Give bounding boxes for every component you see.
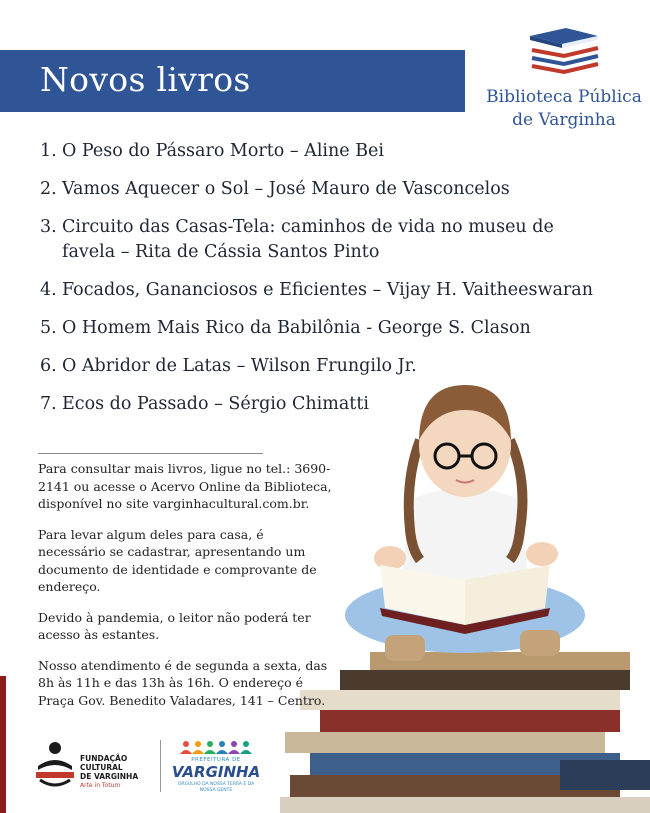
book-number: 7.	[40, 394, 57, 414]
library-logo-text	[478, 86, 650, 132]
info-divider	[38, 453, 263, 454]
list-item	[40, 316, 610, 341]
book-number: 1.	[40, 141, 57, 161]
info-text-block	[38, 460, 333, 722]
book-number: 5.	[40, 318, 57, 338]
book-number: 2.	[40, 179, 57, 199]
book-title: O Homem Mais Rico da Babilônia - George S. Clason	[62, 318, 531, 338]
library-logo-line2: de Varginha	[512, 110, 616, 130]
list-item	[40, 177, 610, 202]
fundacao-subtitle: Arte in Totum	[80, 782, 121, 789]
fundacao-line2: DE VARGINHA	[80, 772, 139, 781]
book-title: Circuito das Casas-Tela: caminhos de vida no museu de favela – Rita de Cássia Santos Pinto	[62, 217, 554, 262]
title-banner	[0, 50, 465, 112]
book-stack-illustration	[280, 652, 650, 813]
footer-divider	[160, 740, 161, 792]
info-paragraph-hours: Nosso atendimento é de segunda a sexta, das 8h às 11h e das 13h às 16h. O endereço é Praça Gov. Benedito Valadares, 141 – Centro.	[38, 657, 328, 708]
prefeitura-varginha-logo	[170, 740, 262, 796]
fundacao-line1: FUNDAÇÃO CULTURAL	[80, 754, 128, 772]
book-title: Vamos Aquecer o Sol – José Mauro de Vasconcelos	[62, 179, 510, 199]
book-title: Ecos do Passado – Sérgio Chimatti	[62, 394, 369, 414]
prefeitura-slogan: ORGULHO DA NOSSA TERRA E DA NOSSA GENTE	[177, 782, 255, 793]
left-accent-bar	[0, 676, 6, 813]
list-item	[40, 139, 610, 164]
book-number: 4.	[40, 280, 57, 300]
info-paragraph-registration: Para levar algum deles para casa, é necessário se cadastrar, apresentando um documento de identidade e comprovante de endereço.	[38, 526, 317, 594]
book-title: O Abridor de Latas – Wilson Frungilo Jr.	[62, 356, 417, 376]
fundacao-cultural-mark-icon	[32, 740, 78, 790]
info-paragraph-pandemic: Devido à pandemia, o leitor não poderá ter acesso às estantes.	[38, 609, 311, 642]
book-title: Focados, Gananciosos e Eficientes – Vijay H. Vaitheeswaran	[62, 280, 593, 300]
page-title: Novos livros	[40, 60, 251, 99]
list-item	[40, 215, 610, 265]
prefeitura-prefix: PREFEITURA DE	[191, 757, 241, 763]
book-title: O Peso do Pássaro Morto – Aline Bei	[62, 141, 385, 161]
book-number: 3.	[40, 217, 57, 237]
fundacao-cultural-logo	[32, 740, 152, 790]
fundacao-cultural-text	[80, 754, 160, 790]
prefeitura-name: VARGINHA	[171, 763, 261, 781]
girl-reading-photo	[280, 380, 650, 813]
library-logo-line1: Biblioteca Pública	[486, 87, 642, 107]
people-figures-icon	[178, 740, 254, 756]
stacked-books-icon	[526, 26, 602, 78]
list-item	[40, 354, 610, 379]
info-paragraph-contact: Para consultar mais livros, ligue no tel.: 3690-2141 ou acesse o Acervo Online da Biblioteca, disponível no site varginhacultural.com.br.	[38, 461, 332, 511]
book-number: 6.	[40, 356, 57, 376]
list-item	[40, 278, 610, 303]
